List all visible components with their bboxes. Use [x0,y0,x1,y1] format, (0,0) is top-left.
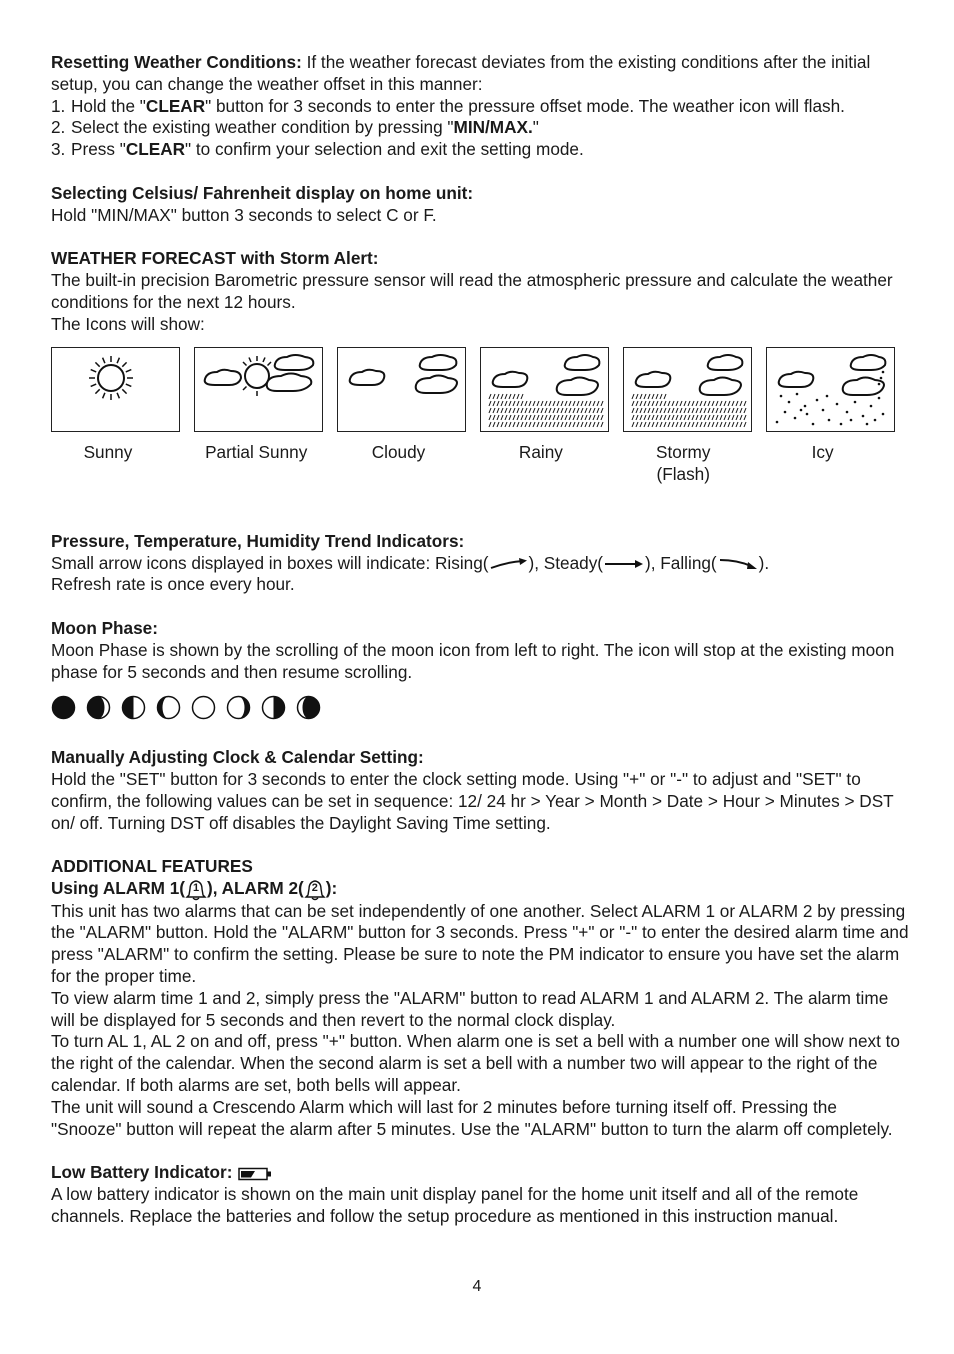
reset-step-2: 2. Select the existing weather condition by pressing "MIN/MAX." [51,117,539,138]
label-rainy: Rainy [518,442,563,463]
reset-step-3: 3. Press "CLEAR" to confirm your selection and exit the setting mode. [51,139,584,160]
new-moon-icon [51,695,76,720]
alarm-paragraph-2: To view alarm time 1 and 2, simply press the "ALARM" button to read ALARM 1 and ALARM 2. The alarm time will be displayed for 5 seconds and then revert to the normal clock display. [51,987,889,1030]
battery-heading: Low Battery Indicator: [51,1162,233,1183]
waning-crescent-icon [296,695,321,720]
battery-body: A low battery indicator is shown on the main unit display panel for the home unit itself and all of the remote channels. Replace the batteries and follow the setup procedure as mentioned in this instruction manual. [51,1183,859,1226]
falling-arrow-icon [717,557,759,571]
moon-heading: Moon Phase: [51,617,158,638]
trend-body: Small arrow icons displayed in boxes will indicate: Rising( ), Steady( ), Falling( ). [51,552,770,573]
waning-gibbous-icon [226,695,251,720]
moon-body: Moon Phase is shown by the scrolling of the moon icon from left to right. The icon will stop at the existing moon phase for 5 seconds and then resume scrolling. [51,639,895,682]
clock-body: Hold the "SET" button for 3 seconds to enter the clock setting mode. Using "+" or "-" to adjust and "SET" to confirm, the following values can be set in sequence: 12/ 24 hr > Year > Month > Date > Hour > Minutes > DST on/ off. Turning DST off disables the Daylight Saving Time setting. [51,769,894,833]
cloudy-icon [337,347,466,432]
label-cloudy: Cloudy [371,442,426,463]
icy-icon [766,347,895,432]
alarm-2-bell-icon: 2 [304,879,326,901]
full-moon-icon [191,695,216,720]
rainy-icon [480,347,609,432]
manual-page [51,52,911,1228]
trend-heading: Pressure, Temperature, Humidity Trend Indicators: [51,530,465,551]
celsius-body: Hold "MIN/MAX" button 3 seconds to select C or F. [51,204,437,225]
alarm-heading: Using ALARM 1( 1 ), ALARM 2( 2 ): [51,878,911,900]
label-sunny: Sunny [83,442,133,463]
reset-heading: Resetting Weather Conditions: [51,52,302,72]
label-icy: Icy [811,442,834,463]
forecast-body-2: The Icons will show: [51,313,205,334]
waxing-gibbous-icon [156,695,181,720]
reset-step-1: 1. Hold the "CLEAR" button for 3 seconds to enter the pressure offset mode. The weather icon will flash. [51,95,845,116]
additional-heading: ADDITIONAL FEATURES [51,856,253,877]
last-quarter-icon [261,695,286,720]
first-quarter-icon [121,695,146,720]
low-battery-icon [237,1167,273,1181]
forecast-heading: WEATHER FORECAST with Storm Alert: [51,248,379,269]
alarm-paragraph-1: This unit has two alarms that can be set independently of one another. Select ALARM 1 or ALARM 2 by pressing the "ALARM" button. Hold the "ALARM" button for 3 seconds. Press "+" or "-" to enter the desired alarm time and press "ALARM" to confirm the setting. Please be sure to note the PM indicator to ensure you have set the alarm for the proper time. [51,900,909,986]
label-partial-sunny: Partial Sunny [205,442,308,463]
label-stormy: Stormy (Flash) [656,442,711,485]
rising-arrow-icon [489,558,529,570]
reset-paragraph [51,52,911,96]
weather-label-row [51,442,911,486]
trend-body-2: Refresh rate is once every hour. [51,574,295,595]
steady-arrow-icon [603,558,645,570]
partial-sunny-icon [194,347,323,432]
alarm-paragraph-3: To turn AL 1, AL 2 on and off, press "+" button. When alarm one is set a bell with a number one will show next to the right of the calendar. When the second alarm is set a bell with a number two will appear to the right of the calendar. If both alarms are set, both bells will appear. [51,1031,900,1095]
alarm-1-bell-icon: 1 [185,879,207,901]
waxing-crescent-icon [86,695,111,720]
stormy-icon [623,347,752,432]
celsius-heading: Selecting Celsius/ Fahrenheit display on home unit: [51,182,474,203]
weather-icon-row [51,347,911,432]
page-number: 4 [472,1278,482,1295]
clock-heading: Manually Adjusting Clock & Calendar Setting: [51,747,424,768]
alarm-paragraph-4: The unit will sound a Crescendo Alarm which will last for 2 minutes before turning itself off. Pressing the "Snooze" button will repeat the alarm after 5 minutes. Use the "ALARM" button to turn the alarm off completely. [51,1096,893,1139]
sunny-icon [51,347,180,432]
reset-intro: If the weather forecast deviates from the existing conditions after the initial setup, you can change the weather offset in this manner: [51,52,871,94]
moon-phase-row [51,695,911,721]
forecast-body: The built-in precision Barometric pressure sensor will read the atmospheric pressure and calculate the weather conditions for the next 12 hours. [51,269,893,312]
